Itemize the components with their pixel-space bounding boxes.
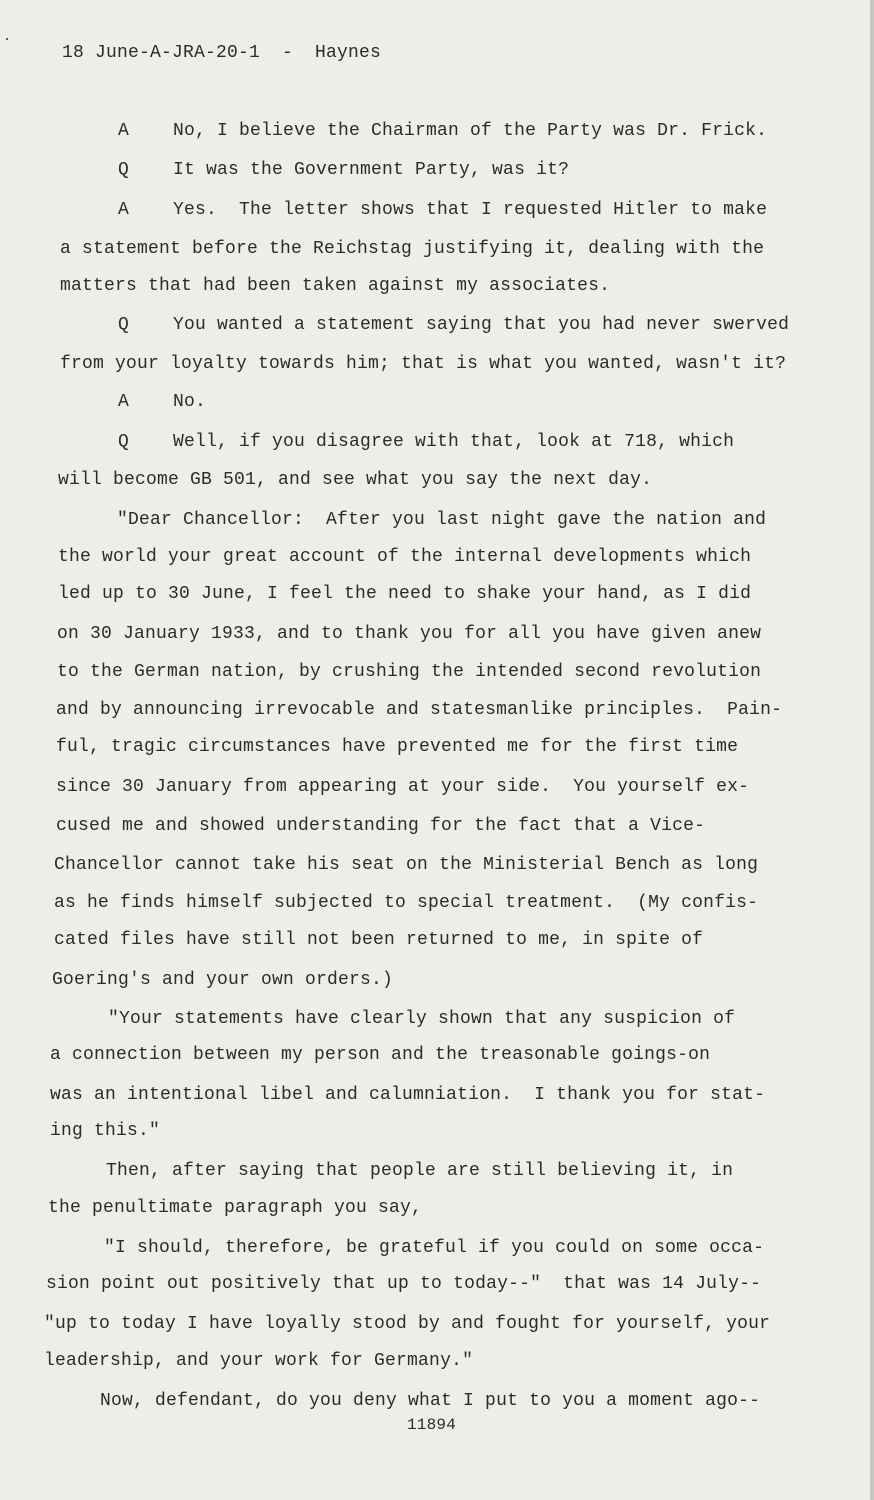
text-line: led up to 30 June, I feel the need to shake your hand, as I did bbox=[58, 584, 752, 604]
text-line: was an intentional libel and calumniation. I thank you for stat- bbox=[50, 1085, 766, 1105]
text-line: and by announcing irrevocable and statesmanlike principles. Pain- bbox=[56, 700, 783, 720]
text-line: a statement before the Reichstag justifying it, dealing with the bbox=[60, 239, 765, 259]
text-line: A No. bbox=[118, 392, 207, 412]
text-line: Then, after saying that people are still believing it, in bbox=[106, 1161, 734, 1181]
text-line: sion point out positively that up to today--" that was 14 July-- bbox=[46, 1274, 762, 1294]
text-line: leadership, and your work for Germany." bbox=[44, 1351, 474, 1371]
text-line: "I should, therefore, be grateful if you could on some occa- bbox=[104, 1238, 765, 1258]
page-number: 11894 bbox=[407, 1416, 457, 1434]
text-line: from your loyalty towards him; that is what you wanted, wasn't it? bbox=[60, 354, 787, 374]
text-line: ful, tragic circumstances have prevented me for the first time bbox=[56, 737, 739, 757]
text-line: since 30 January from appearing at your side. You yourself ex- bbox=[56, 777, 750, 797]
text-line: Q It was the Government Party, was it? bbox=[118, 160, 570, 180]
text-line: as he finds himself subjected to special treatment. (My confis- bbox=[54, 893, 759, 913]
text-line: "Dear Chancellor: After you last night gave the nation and bbox=[117, 510, 767, 530]
text-line: matters that had been taken against my associates. bbox=[60, 276, 611, 296]
text-line: "up to today I have loyally stood by and fought for yourself, your bbox=[44, 1314, 771, 1334]
text-line: the penultimate paragraph you say, bbox=[48, 1198, 423, 1218]
text-line: to the German nation, by crushing the intended second revolution bbox=[57, 662, 762, 682]
text-line: a connection between my person and the treasonable goings-on bbox=[50, 1045, 711, 1065]
text-line: Goering's and your own orders.) bbox=[52, 970, 394, 990]
text-line: Q Well, if you disagree with that, look at 718, which bbox=[118, 432, 735, 452]
text-line: on 30 January 1933, and to thank you for all you have given anew bbox=[57, 624, 762, 644]
text-line: ing this." bbox=[50, 1121, 161, 1141]
text-line: Now, defendant, do you deny what I put to you a moment ago-- bbox=[100, 1391, 761, 1411]
text-line: the world your great account of the internal developments which bbox=[58, 547, 752, 567]
text-line: will become GB 501, and see what you say the next day. bbox=[58, 470, 653, 490]
text-line: cused me and showed understanding for the fact that a Vice- bbox=[56, 816, 706, 836]
text-line: A Yes. The letter shows that I requested Hitler to make bbox=[118, 200, 768, 220]
page-header: 18 June-A-JRA-20-1 - Haynes bbox=[62, 43, 382, 63]
text-line: A No, I believe the Chairman of the Party was Dr. Frick. bbox=[118, 121, 768, 141]
margin-mark bbox=[6, 38, 8, 40]
text-line: "Your statements have clearly shown that any suspicion of bbox=[108, 1009, 736, 1029]
text-line: Q You wanted a statement saying that you had never swerved bbox=[118, 315, 790, 335]
text-line: Chancellor cannot take his seat on the Ministerial Bench as long bbox=[54, 855, 759, 875]
text-line: cated files have still not been returned to me, in spite of bbox=[54, 930, 704, 950]
